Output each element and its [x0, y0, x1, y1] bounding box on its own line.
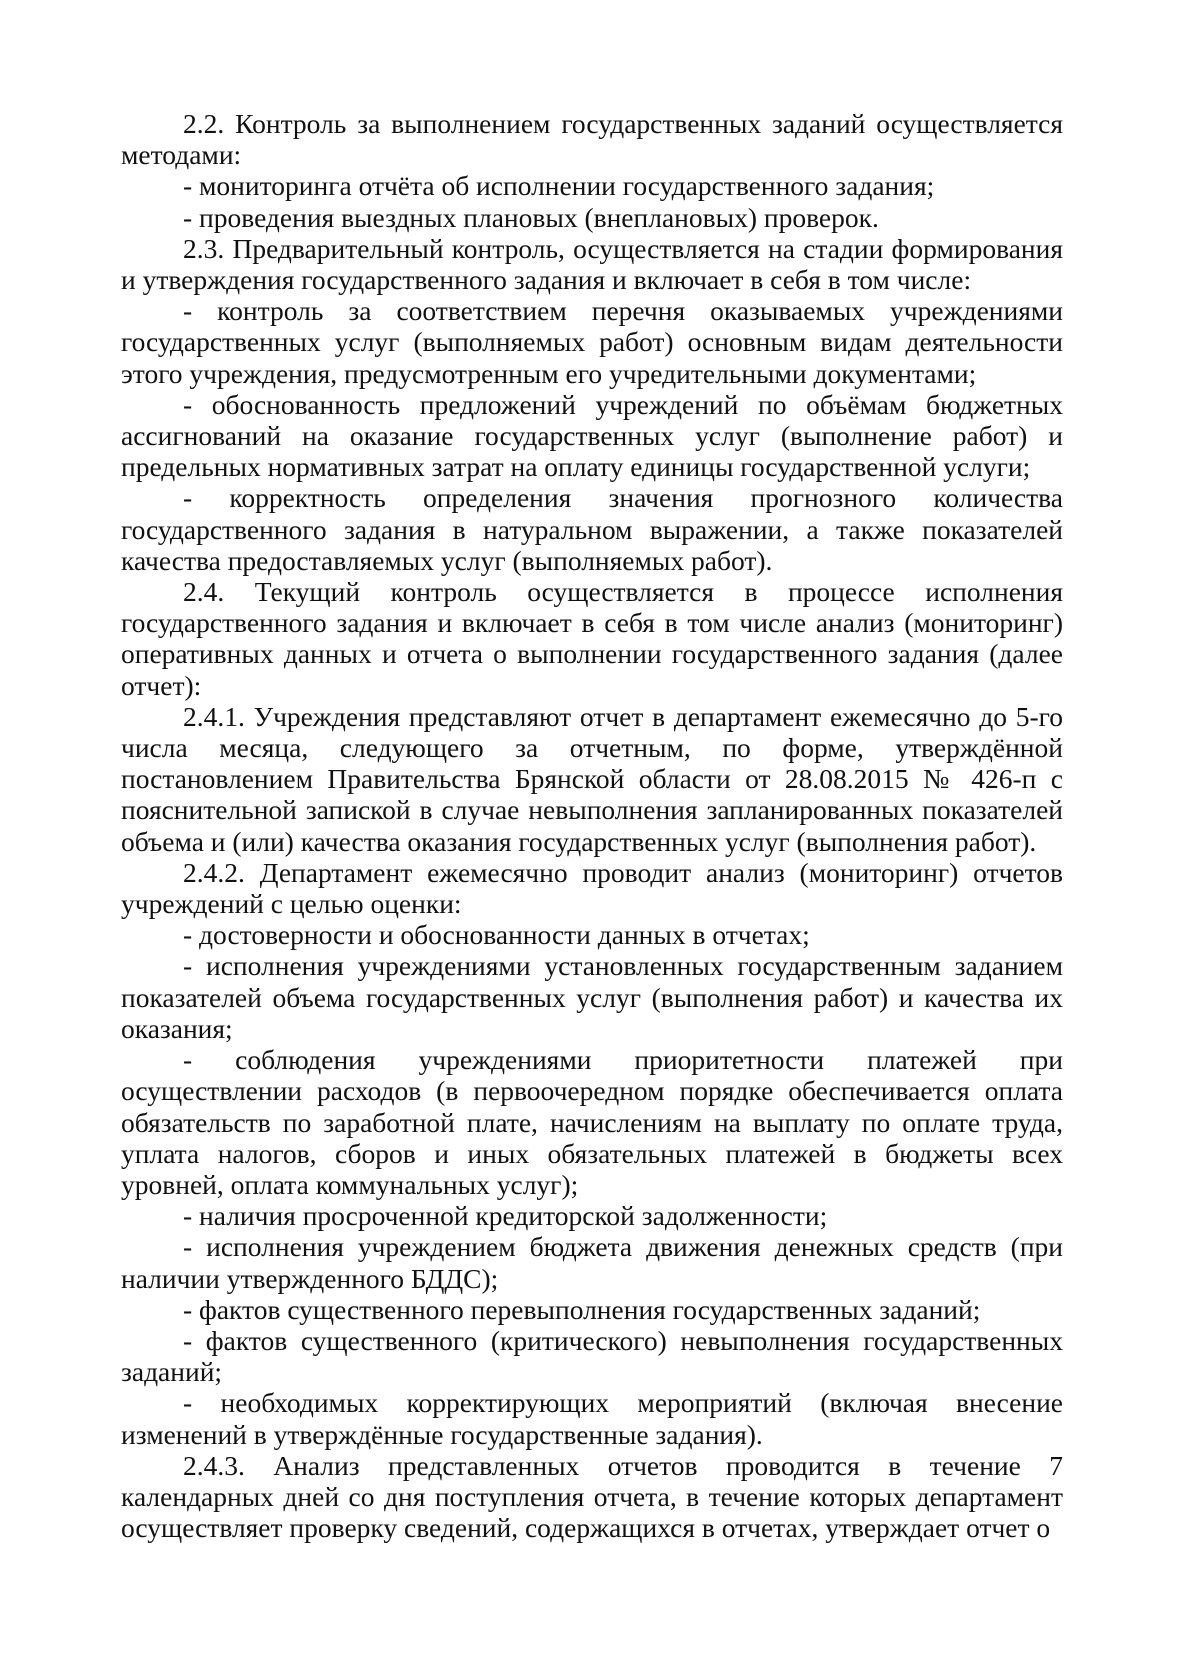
list-item-budget-justification: - обоснованность предложений учреждений по объёмам бюджетных ассигнований на оказание государственных услуг (выполнение работ) и предельных нормативных затрат на оплату единицы государственной услуги; [121, 388, 1063, 483]
document-body [121, 108, 1063, 1543]
list-item-corrective-measures: - необходимых корректирующих мероприятий (включая внесение изменений в утверждённые государственные задания). [121, 1387, 1063, 1450]
list-item-forecast-correctness: - корректность определения значения прогнозного количества государственного задания в натуральном выражении, а также показателей качества предоставляемых услуг (выполняемых работ). [121, 482, 1063, 576]
list-item-inspections: - проведения выездных плановых (внеплановых) проверок. [183, 201, 879, 233]
list-item-monitoring: - мониторинга отчёта об исполнении государственного задания; [183, 170, 935, 202]
paragraph-2-4-2: 2.4.2. Департамент ежемесячно проводит анализ (мониторинг) отчетов учреждений с целью оценки: [121, 856, 1063, 920]
list-item-indicator-execution: - исполнения учреждениями установленных государственным заданием показателей объема государственных услуг (выполнения работ) и качества их оказания; [121, 950, 1063, 1044]
list-item-services-control: - контроль за соответствием перечня оказываемых учреждениями государственных услуг (выполняемых работ) основным видам деятельности этого учреждения, предусмотренным его учредительными документами; [121, 295, 1063, 389]
list-item-underfulfillment: - фактов существенного (критического) невыполнения государственных заданий; [121, 1324, 1063, 1388]
paragraph-2-4: 2.4. Текущий контроль осуществляется в процессе исполнения государственного задания и включает в себя в том числе анализ (мониторинг) оперативных данных и отчета о выполнении государственного задания (далее отчет): [121, 576, 1063, 701]
list-item-data-reliability: - достоверности и обоснованности данных в отчетах; [183, 919, 810, 951]
list-item-overdue-debt: - наличия просроченной кредиторской задолженности; [183, 1200, 828, 1232]
list-item-overfulfillment: - фактов существенного перевыполнения государственных заданий; [183, 1293, 981, 1325]
paragraph-2-3: 2.3. Предварительный контроль, осуществляется на стадии формирования и утверждения государственного задания и включает в себя в том числе: [121, 232, 1063, 296]
list-item-cash-flow-budget: - исполнения учреждением бюджета движения денежных средств (при наличии утвержденного БДДС); [121, 1231, 1063, 1294]
list-item-payment-priority: - соблюдения учреждениями приоритетности платежей при осуществлении расходов (в первоочередном порядке обеспечивается оплата обязательств по заработной плате, начислениям на выплату по оплате труда, уплата налогов, сборов и иных обязательных платежей в бюджеты всех уровней, оплата коммунальных услуг); [121, 1044, 1063, 1200]
paragraph-2-4-3: 2.4.3. Анализ представленных отчетов проводится в течение 7 календарных дней со дня поступления отчета, в течение которых департамент осуществляет проверку сведений, содержащихся в отчетах, утверждает отчет о [121, 1449, 1063, 1544]
paragraph-2-4-1: 2.4.1. Учреждения представляют отчет в департамент ежемесячно до 5-го числа месяца, следующего за отчетным, по форме, утверждённой постановлением Правительства Брянской области от 28.08.2015 № 426-п с пояснительной запиской в случае невыполнения запланированных показателей объема и (или) качества оказания государственных услуг (выполнения работ). [121, 700, 1063, 857]
paragraph-2-2: 2.2. Контроль за выполнением государственных заданий осуществляется методами: [121, 108, 1063, 171]
